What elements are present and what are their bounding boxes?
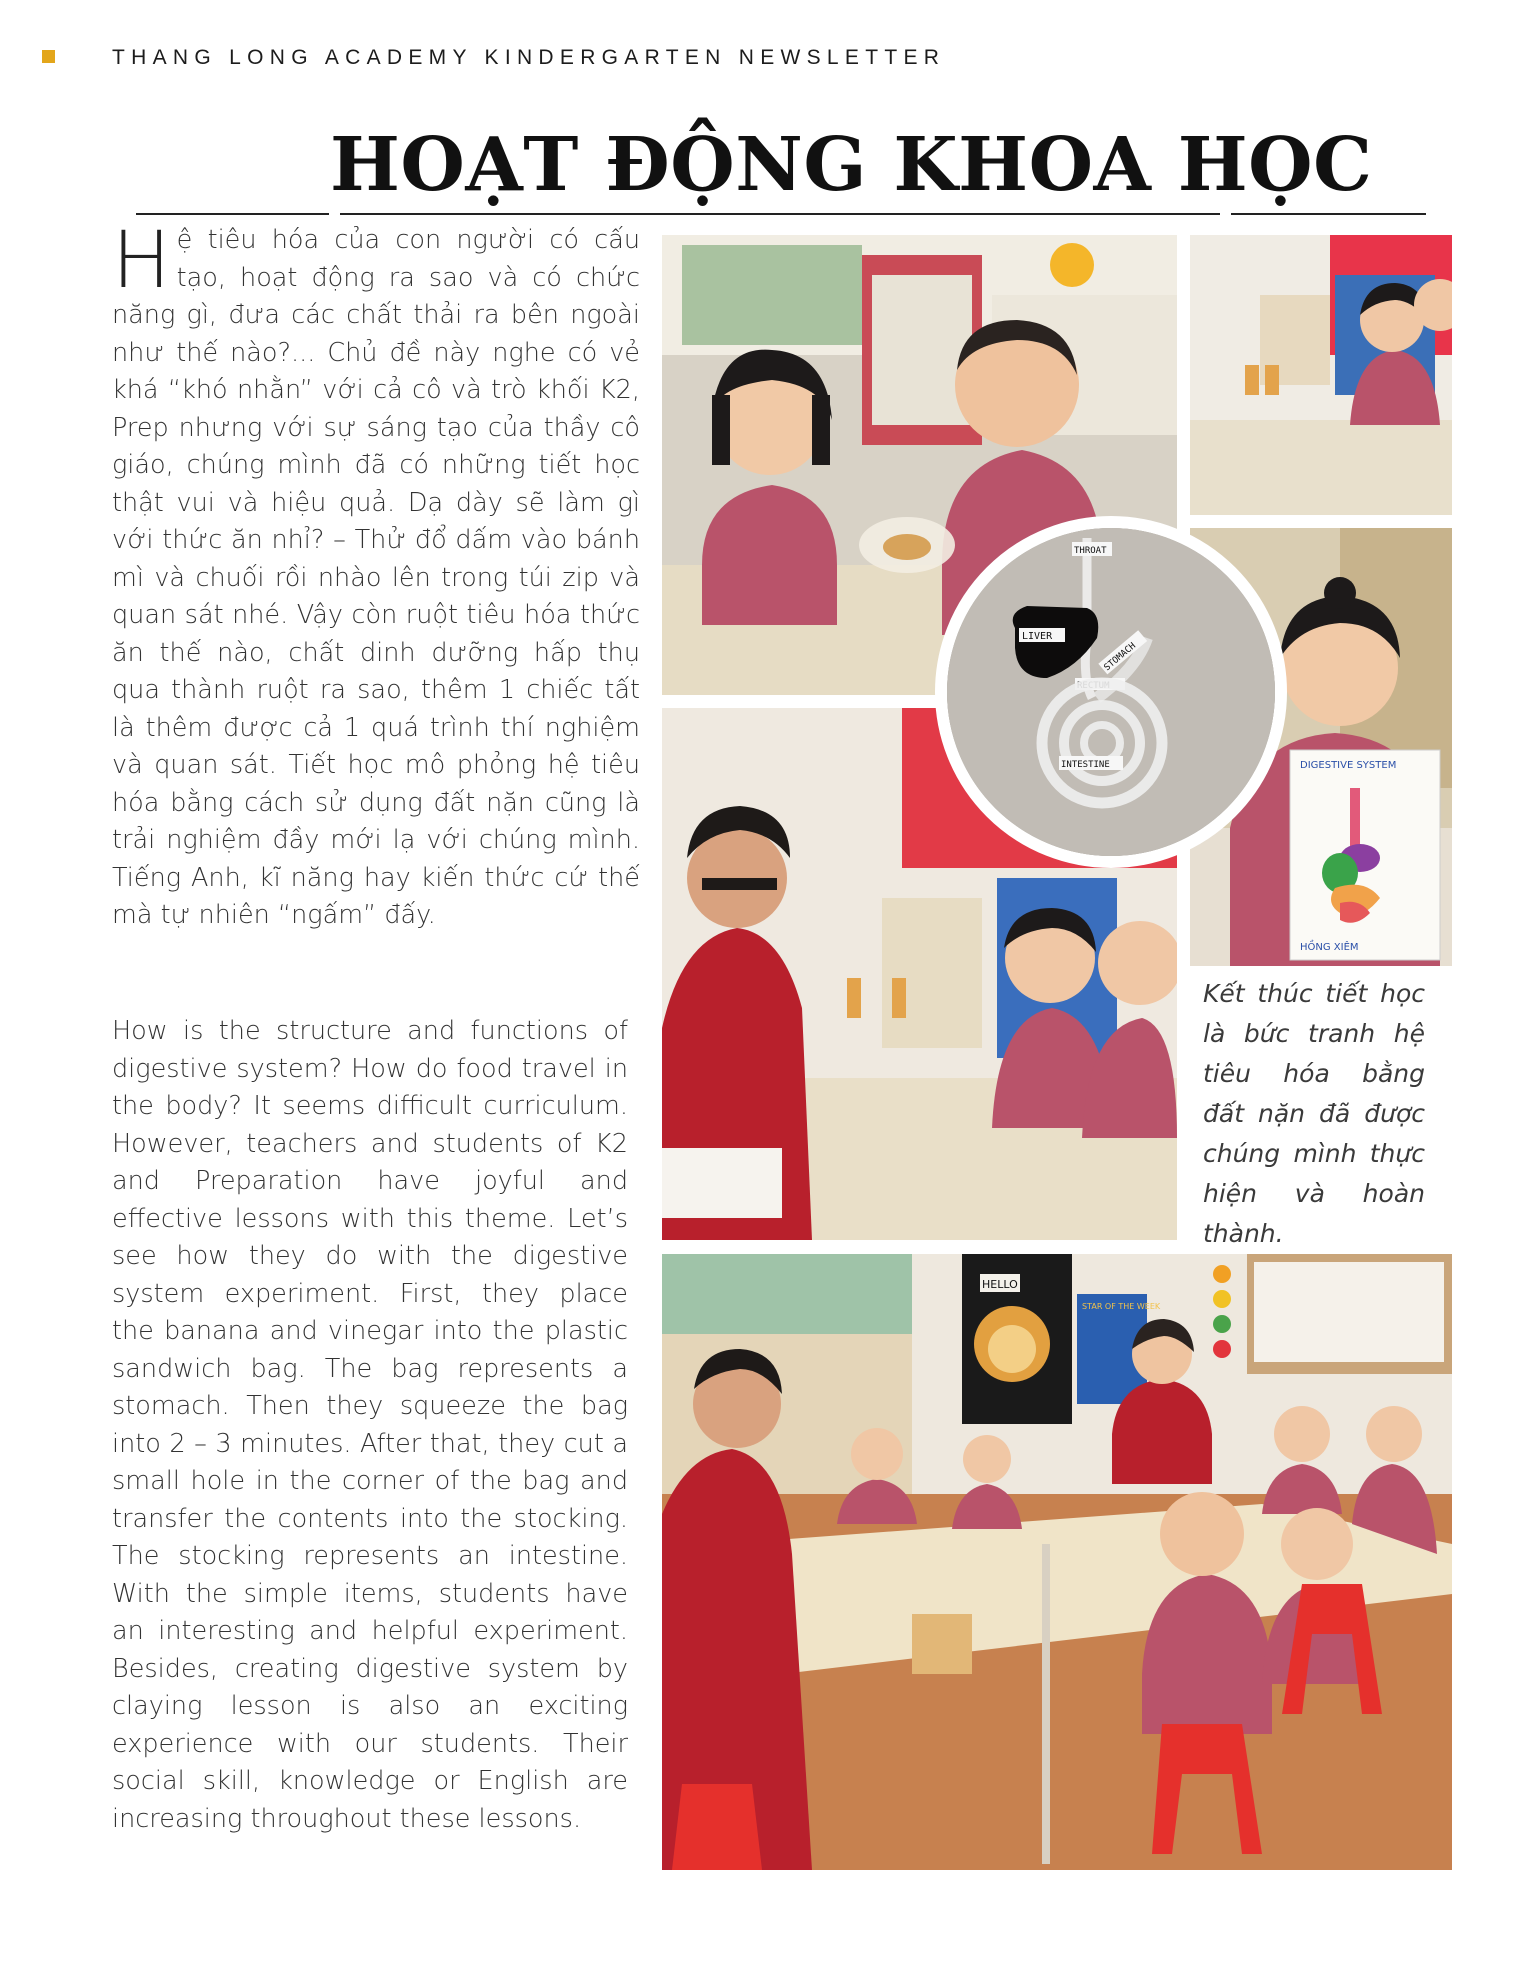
title-rule-left <box>136 213 329 215</box>
model-label-liver: LIVER <box>1022 631 1053 642</box>
vietnamese-article-body: ệ tiêu hóa của con người có cấu tạo, hoạt động ra sao và có chức năng gì, đưa các chất thải ra bên ngoài như thế nào?... Chủ đề này nghe có vẻ khá “khó nhằn” với cả cô và trò khối K2, Prep nhưng với sự sáng tạo của thầy cô giáo, chúng mình đã có những tiết học thật vui và hiệu quả. Dạ dày sẽ làm gì với thức ăn nhỉ? – Thử đổ dấm vào bánh mì và chuối rồi nhào lên trong túi zip và quan sát nhé. Vậy còn ruột tiêu hóa thức ăn thế nào, chất dinh dưỡng hấp thụ qua thành ruột ra sao, thêm 1 chiếc tất là thêm được cả 1 quá trình thí nghiệm và quan sát. Tiết học mô phỏng hệ tiêu hóa bằng cách sử dụng đất nặn cũng là trải nghiệm đầy mới lạ với chúng mình. Tiếng Anh, kĩ năng hay kiến thức cứ thế mà tự nhiên “ngấm” đấy. <box>112 225 640 930</box>
drop-cap: H <box>112 216 171 306</box>
page-title: HOẠT ĐỘNG KHOA HỌC <box>330 122 1373 208</box>
sign-hello: HELLO <box>982 1278 1018 1291</box>
model-label-intestine: INTESTINE <box>1061 760 1110 770</box>
vietnamese-article <box>112 216 640 935</box>
title-rule-right <box>1231 213 1426 215</box>
photo-caption: Kết thúc tiết học là bức tranh hệ tiêu hóa bằng đất nặn đã được chúng mình thực hiện và hoàn thành. <box>1203 979 1425 1248</box>
model-label-rectum: RECTUM <box>1077 681 1110 691</box>
model-label-throat: THROAT <box>1074 546 1107 556</box>
title-rule-middle <box>340 213 1220 215</box>
english-article: How is the structure and functions of digestive system? How do food travel in the body? It seems difficult curriculum. However, teachers and students of K2 and Preparation have joyful and effective lessons with this theme. Let’s see how they do with the digestive system experiment. First, they place the banana and vinegar into the plastic sandwich bag. The bag represents a stomach. Then they squeeze the bag into 2 – 3 minutes. After that, they cut a small hole in the corner of the bag and transfer the contents into the stocking. The stocking represents an intestine. With the simple items, students have an interesting and helpful experiment. Besides, creating digestive system by claying lesson is also an exciting experience with our students. Their social skill, knowledge or English are increasing throughout these lessons. <box>112 1016 628 1834</box>
drawing-name: HỒNG XIÊM <box>1300 942 1359 953</box>
newsletter-name: THANG LONG ACADEMY KINDERGARTEN NEWSLETTER <box>112 46 946 69</box>
photo-girls-at-table <box>1190 235 1452 515</box>
photo-classroom-group <box>662 1254 1452 1870</box>
photo-intestine-model <box>935 516 1287 868</box>
model-label-stomach: STOMACH <box>1102 641 1138 674</box>
header-accent-square <box>42 50 55 63</box>
drawing-title: DIGESTIVE SYSTEM <box>1300 760 1397 771</box>
sign-star: STAR OF THE WEEK <box>1082 1302 1161 1311</box>
